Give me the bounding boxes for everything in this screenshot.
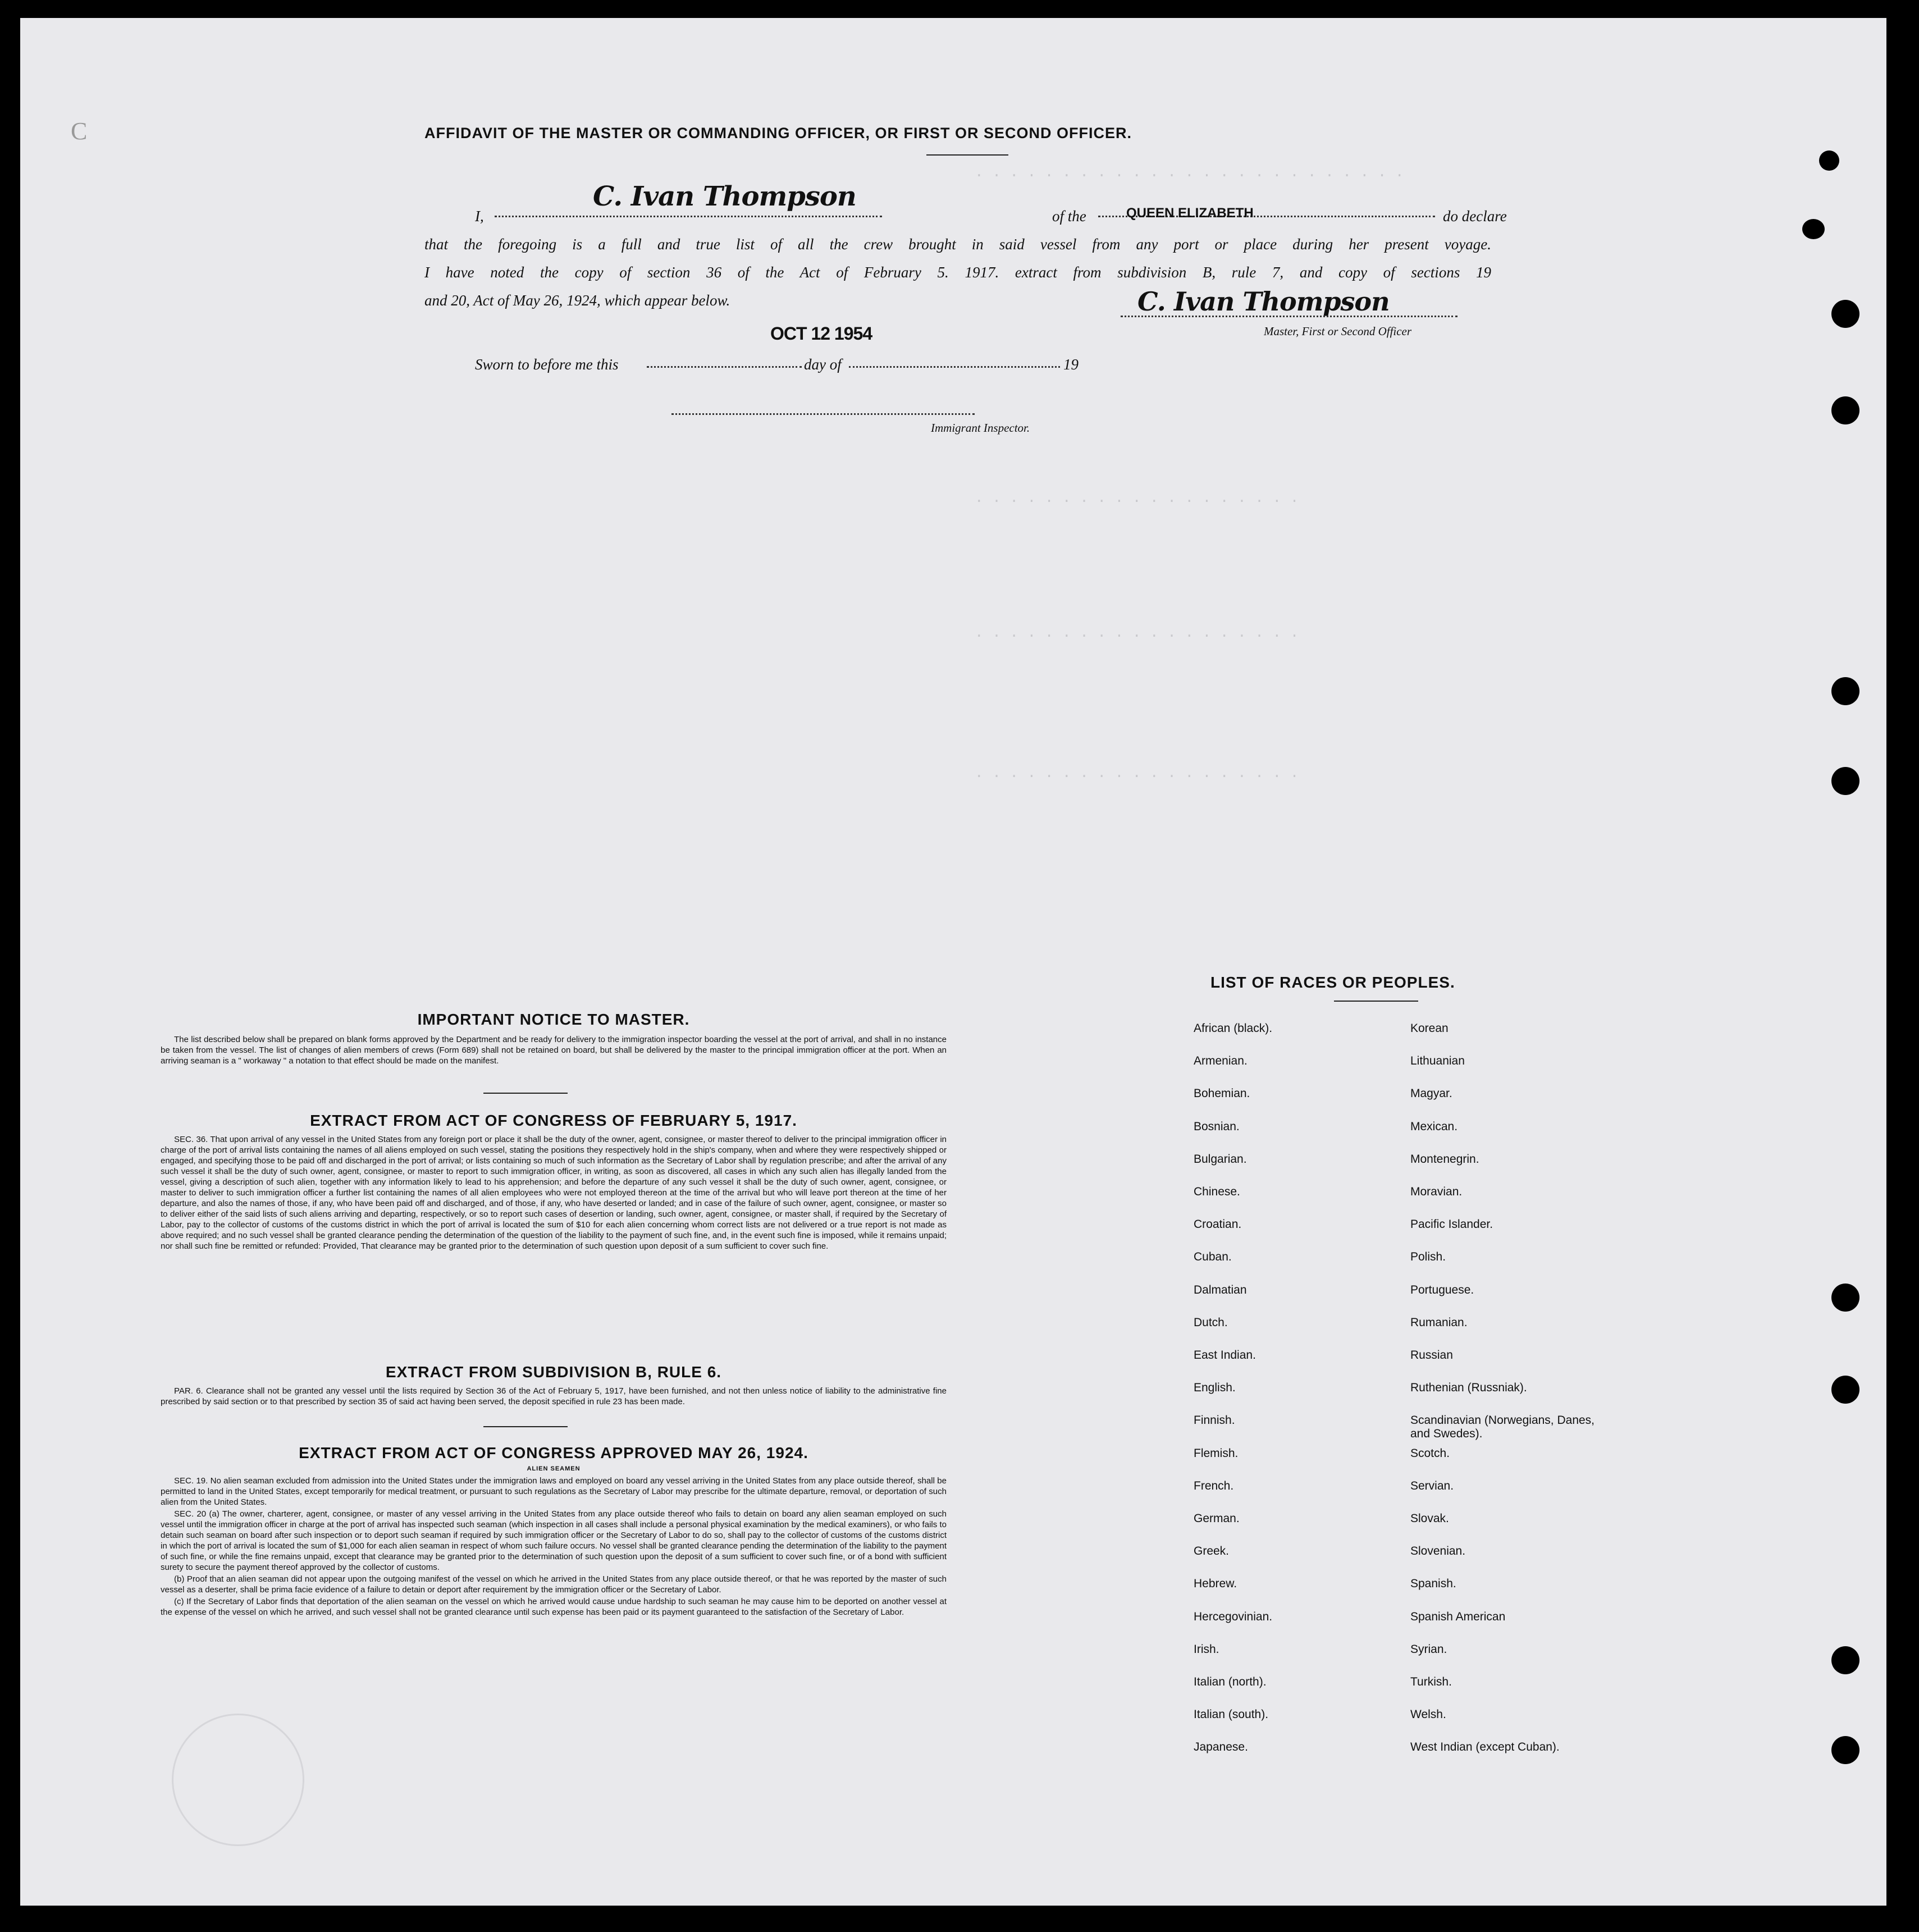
race-entry: Scotch. [1410, 1446, 1450, 1460]
sworn-label: Sworn to before me this [475, 356, 619, 373]
officer-signature-name: C. Ivan Thompson [593, 181, 856, 212]
race-entry: Ruthenian (Russniak). [1410, 1381, 1527, 1395]
master-signature: C. Ivan Thompson [1137, 286, 1390, 317]
day-of-label: day of [804, 356, 842, 373]
embossed-seal [172, 1714, 304, 1846]
race-entry: Spanish American [1410, 1610, 1506, 1623]
race-entry: Japanese. [1194, 1741, 1248, 1754]
master-signature-line [1121, 316, 1457, 317]
punch-hole [1831, 396, 1859, 424]
race-entry: Dutch. [1194, 1316, 1228, 1329]
punch-hole [1831, 767, 1859, 795]
race-entry: Hercegovinian. [1194, 1610, 1273, 1623]
bleed-through: . . . . . . . . . . . . . . . . . . . . . . . . . [975, 164, 1404, 181]
declaration-line-2: that the foregoing is a full and true list of all the crew brought in said vessel from any port or place during her present voyage. [424, 236, 1491, 253]
race-entry: West Indian (except Cuban). [1410, 1741, 1560, 1754]
notice-body: The list described below shall be prepared on blank forms approved by the Department and be ready for delivery to the immigration inspector boarding the vessel at the port of arrival, and shall in no instance be taken from the vessel. The list of changes of alien members of crews (Form 689) shall not be retained on board, but shall be delivered by the master to the principal immigration officer at the port. When an arriving seaman is a " workaway " a notation to that effect should be made on the manifest. [161, 1035, 947, 1066]
inspector-signature-line [671, 413, 975, 415]
master-caption: Master, First or Second Officer [1264, 325, 1412, 338]
race-entry: Portuguese. [1410, 1283, 1474, 1296]
declaration-line-3: I have noted the copy of section 36 of the Act of February 5. 1917. extract from subdivision B, rule 7, and copy of sections 19 [424, 264, 1491, 281]
race-entry: Hebrew. [1194, 1577, 1237, 1591]
bleed-through: . . . . . . . . . . . . . . . . . . . [975, 765, 1299, 782]
sworn-day-line [647, 366, 802, 368]
declaration-line-4: and 20, Act of May 26, 1924, which appear below. [424, 292, 730, 309]
races-title: LIST OF RACES OR PEOPLES. [1210, 974, 1455, 991]
race-entry: Welsh. [1410, 1708, 1446, 1721]
declaration-prefix: I, [475, 208, 484, 225]
race-entry: Italian (north). [1194, 1675, 1267, 1688]
race-entry: Flemish. [1194, 1446, 1239, 1460]
sworn-month-line [849, 366, 1060, 368]
race-entry: German. [1194, 1512, 1240, 1525]
race-entry: Russian [1410, 1349, 1453, 1362]
bleed-through: . . . . . . . . . . . . . . . . . . . [975, 490, 1299, 506]
divider [926, 154, 1008, 156]
date-stamp: OCT 12 1954 [770, 323, 872, 344]
race-entry: English. [1194, 1381, 1236, 1395]
inspector-caption: Immigrant Inspector. [931, 421, 1030, 435]
race-entry: Bohemian. [1194, 1087, 1250, 1100]
punch-hole [1802, 219, 1825, 239]
race-entry: Slovak. [1410, 1512, 1449, 1525]
extract-1917-title: EXTRACT FROM ACT OF CONGRESS OF FEBRUARY 5, 1917. [310, 1112, 797, 1129]
race-entry: Rumanian. [1410, 1316, 1468, 1329]
race-entry: Slovenian. [1410, 1545, 1466, 1558]
race-entry: Servian. [1410, 1479, 1454, 1492]
section-20c: (c) If the Secretary of Labor finds that deportation of the alien seaman on the vessel on which he arrived would cause undue hardship to such seaman he may cause him to be deported on another vessel at the expense of the vessel on which he arrived, and such vessel shall not be granted clearance until such expense has been paid or its payment guaranteed to the satisfaction of the Secretary of Labor. [161, 1597, 947, 1617]
margin-mark: C [71, 117, 88, 145]
vessel-name: QUEEN ELIZABETH [1126, 205, 1254, 221]
race-entry: Moravian. [1410, 1185, 1463, 1198]
rule-6-title: EXTRACT FROM SUBDIVISION B, RULE 6. [385, 1363, 722, 1381]
punch-hole [1831, 1376, 1859, 1404]
section-20b: (b) Proof that an alien seaman did not appear upon the outgoing manifest of the vessel on which he arrived in the United States from any place outside thereof, or that he was reported by the master of such vessel as a deserter, shall be prima facie evidence of a failure to detain or deport after requirement by the immigration officer or the Secretary of Labor. [161, 1574, 947, 1595]
race-entry: Bulgarian. [1194, 1152, 1247, 1166]
race-entry: African (black). [1194, 1022, 1273, 1035]
race-entry: Lithuanian [1410, 1054, 1465, 1068]
punch-hole [1831, 677, 1859, 705]
section-19: SEC. 19. No alien seaman excluded from admission into the United States under the immigration laws and employed on board any vessel arriving in the United States from any place outside thereof, shall be permitted to land in the United States, except temporarily for medical treatment, or pursuant to such regulations as the Secretary of Labor may prescribe for the ultimate departure, removal, or deportation of such alien from the United States. [161, 1476, 947, 1507]
race-entry: Magyar. [1410, 1087, 1452, 1100]
race-entry: Scandinavian (Norwegians, Danes, and Swedes). [1410, 1414, 1595, 1441]
race-entry: Montenegrin. [1410, 1152, 1479, 1166]
rule-6-body: PAR. 6. Clearance shall not be granted any vessel until the lists required by Section 36 of the Act of February 5, 1917, have been furnished, and not then unless notice of liability to the administrative fine prescribed by said section or to that prescribed by section 35 of said act having been served, the deposit specified in rule 23 has been made. [161, 1386, 947, 1406]
race-entry: Spanish. [1410, 1577, 1456, 1591]
race-entry: Polish. [1410, 1250, 1446, 1264]
race-entry: Bosnian. [1194, 1120, 1240, 1133]
declare-label: do declare [1443, 208, 1507, 225]
sworn-year-label: 19 [1063, 356, 1079, 373]
extract-1924-subtitle: ALIEN SEAMEN [527, 1465, 581, 1472]
race-entry: Syrian. [1410, 1642, 1447, 1656]
bleed-through: . . . . . . . . . . . . . . . . . . . [975, 624, 1299, 641]
punch-hole [1831, 1736, 1859, 1764]
punch-hole [1831, 1646, 1859, 1674]
race-entry: Cuban. [1194, 1250, 1232, 1264]
section-20a: SEC. 20 (a) The owner, charterer, agent, consignee, or master of any vessel arriving in the United States from any place outside thereof who fails to detain on board any alien seaman employed on such vessel until the immigration officer in charge at the port of arrival has inspected such seaman (which inspection in all cases shall include a personal physical examination by the medical examiners), or who fails to detain such seaman on board after such inspection or to deport such seaman if required by such immigration officer or the Secretary of Labor to do so, shall pay to the collector of customs of the customs district in which the port of arrival is located the sum of $1,000 for each alien seaman in respect of whom such failure occurs. No vessel shall be granted clearance pending the determination of the liability to the payment of such fine, or while the fine remains unpaid, except that clearance may be granted prior to the determination of such question upon the deposit of a sum sufficient to cover such fine, or of a bond with sufficient surety to secure the payment thereof approved by the collector of customs. [161, 1509, 947, 1572]
extract-1924-body [161, 1476, 947, 1619]
notice-title: IMPORTANT NOTICE TO MASTER. [417, 1011, 690, 1028]
race-entry: Greek. [1194, 1545, 1230, 1558]
race-entry: Pacific Islander. [1410, 1218, 1493, 1231]
race-entry: Italian (south). [1194, 1708, 1269, 1721]
race-entry: East Indian. [1194, 1349, 1256, 1362]
race-entry: Chinese. [1194, 1185, 1240, 1198]
divider [483, 1093, 568, 1094]
punch-hole [1819, 150, 1839, 171]
race-entry: Turkish. [1410, 1675, 1452, 1688]
divider [483, 1426, 568, 1427]
race-entry: Irish. [1194, 1642, 1219, 1656]
extract-1924-title: EXTRACT FROM ACT OF CONGRESS APPROVED MAY 26, 1924. [299, 1444, 808, 1461]
extract-1917-body: SEC. 36. That upon arrival of any vessel in the United States from any foreign port or place it shall be the duty of the owner, agent, consignee, or master thereof to deliver to the principal immigration officer in charge of the port of arrival lists containing the names of all aliens employed on such vessel, stating the positions they respectively hold in the ship's company, when and where they were respectively shipped or engaged, and specifying those to be paid off and discharged in the port of arrival; or lists containing so much of such information as the Secretary of Labor shall by regulation prescribe; and after the arrival of any such vessel it shall be the duty of such owner, agent, consignee, or master to report to such immigration officer, in writing, as soon as discovered, all cases in which any such alien has illegally landed from the vessel, giving a description of such alien, together with any information likely to lead to his apprehension; and before the departure of any such vessel it shall be the duty of such owner, agent, consignee, or master to deliver to such immigration officer a further list containing the names of all alien employees who were not employed thereon at the time of the arrival but who will leave port thereon at the time of her departure, and also the names of those, if any, who have been paid off and discharged, and of those, if any, who have deserted or landed; and in case of the failure of such owner, agent, consignee, or master so to deliver either of the said lists of such aliens arriving and departing, respectively, or so to report such cases of desertion or landing, such owner, agent, consignee, or master shall, if required by the Secretary of Labor, pay to the collector of customs of the customs district in which the port of arrival is located the sum of $10 for each alien concerning whom correct lists are not delivered or a true report is not made as above required; and no such vessel shall be granted clearance pending the determination of the question of the liability to the payment of such fine, and, in the event such fine is imposed, while it remains unpaid; nor shall such fine be remitted or refunded: Provided, That clearance may be granted prior to the determination of such question upon deposit of a sum sufficient to cover such fine. [161, 1135, 947, 1251]
race-entry: French. [1194, 1479, 1234, 1492]
name-line [495, 216, 882, 217]
race-entry: Dalmatian [1194, 1283, 1247, 1296]
race-entry: Korean [1410, 1022, 1449, 1035]
punch-hole [1831, 1284, 1859, 1312]
document-page [20, 18, 1886, 1906]
race-entry: Croatian. [1194, 1218, 1242, 1231]
race-entry: Armenian. [1194, 1054, 1248, 1068]
affidavit-title: AFFIDAVIT OF THE MASTER OR COMMANDING OFFICER, OR FIRST OR SECOND OFFICER. [424, 125, 1132, 141]
divider [1334, 1001, 1418, 1002]
race-entry: Mexican. [1410, 1120, 1458, 1133]
race-entry: Finnish. [1194, 1414, 1235, 1427]
of-the-label: of the [1052, 208, 1086, 225]
punch-hole [1831, 300, 1859, 328]
